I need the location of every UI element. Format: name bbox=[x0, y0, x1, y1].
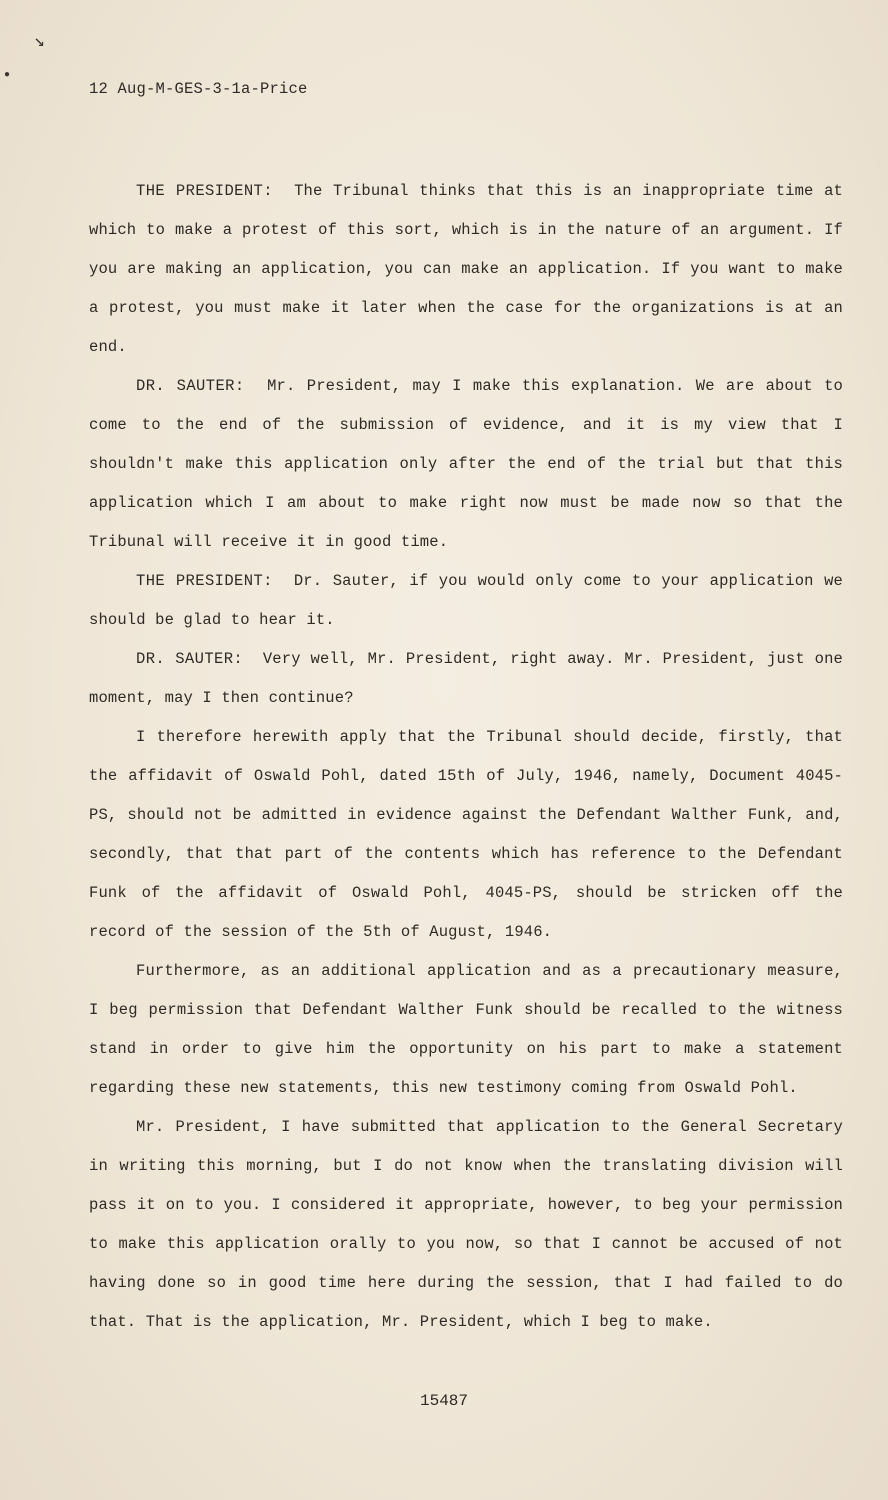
paragraph bbox=[89, 367, 843, 562]
paragraph bbox=[89, 718, 843, 952]
transcript-body bbox=[89, 172, 843, 1342]
document-header: 12 Aug-M-GES-3-1a-Price bbox=[89, 80, 308, 98]
paragraph-text: Very well, Mr. President, right away. Mr. President, just one moment, may I then continue? bbox=[89, 650, 844, 707]
paragraph-text: Mr. President, may I make this explanation. We are about to come to the end of the submission of evidence, and it is my view that I shouldn't make this application only after the end of the trial but that this application which I am about to make right now must be made now so that the Tribunal will receive it in good time. bbox=[89, 377, 844, 551]
corner-tick-mark: ↘ bbox=[34, 32, 45, 52]
paragraph bbox=[89, 172, 843, 367]
paragraph-text: The Tribunal thinks that this is an inappropriate time at which to make a protest of this sort, which is in the nature of an argument. If you are making an application, you can make an application. If you want to make a protest, you must make it later when the case for the organizations is at an end. bbox=[89, 182, 843, 356]
paragraph-text: Furthermore, as an additional application and as a precautionary measure, I beg permission that Defendant Walther Funk should be recalled to the witness stand in order to give him the opportunity on his part to make a statement regarding these new statements, this new testimony coming from Oswald Pohl. bbox=[89, 962, 843, 1097]
margin-dot-mark: ● bbox=[4, 70, 11, 81]
page-number: 15487 bbox=[419, 1392, 468, 1410]
paragraph bbox=[89, 952, 843, 1108]
speaker-label: THE PRESIDENT: bbox=[136, 572, 273, 590]
paragraph-text: Mr. President, I have submitted that application to the General Secretary in writing this morning, but I do not know when the translating division will pass it on to you. I considered it appropriate, however, to beg your permission to make this application orally to you now, so that I cannot be accused of not having done so in good time here during the session, that I had failed to do that. That is the application, Mr. President, which I beg to make. bbox=[89, 1118, 843, 1331]
speaker-label: DR. SAUTER: bbox=[136, 377, 245, 395]
paragraph bbox=[89, 562, 843, 640]
paragraph bbox=[89, 1108, 843, 1342]
paragraph bbox=[89, 640, 843, 718]
paragraph-text: I therefore herewith apply that the Tribunal should decide, firstly, that the affidavit of Oswald Pohl, dated 15th of July, 1946, namely, Document 4045-PS, should not be admitted in evidence against the Defendant Walther Funk, and, secondly, that that part of the contents which has reference to the Defendant Funk of the affidavit of Oswald Pohl, 4045-PS, should be stricken off the record of the session of the 5th of August, 1946. bbox=[89, 728, 843, 941]
speaker-label: THE PRESIDENT: bbox=[136, 182, 273, 200]
speaker-label: DR. SAUTER: bbox=[136, 650, 244, 668]
paragraph-text: Dr. Sauter, if you would only come to your application we should be glad to hear it. bbox=[89, 572, 843, 629]
